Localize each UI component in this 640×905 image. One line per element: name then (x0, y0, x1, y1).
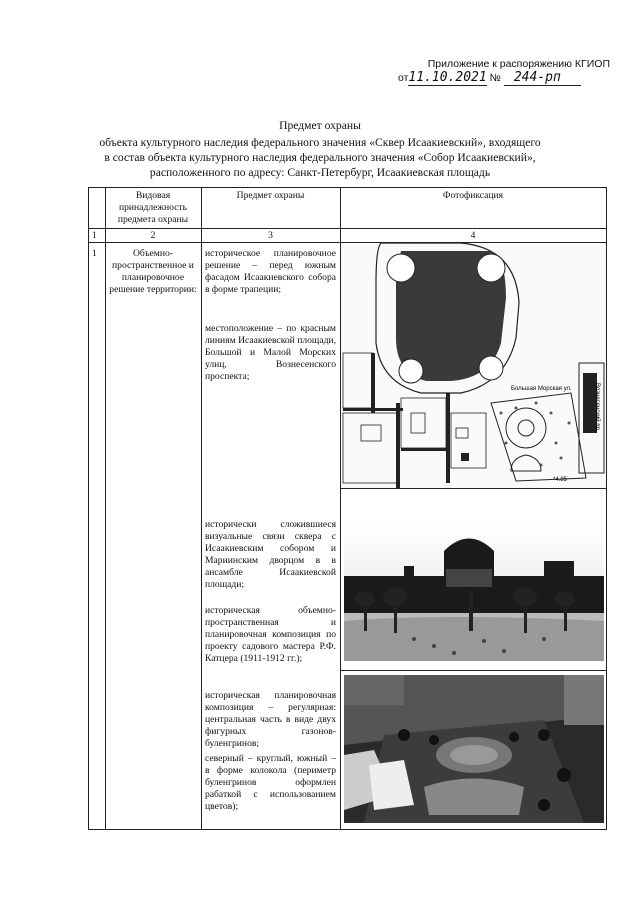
appendix-date: 11.10.2021 (408, 70, 487, 85)
title-line-2: объекта культурного наследия федерального значения «Сквер Исаакиевский», входящего (99, 136, 541, 149)
appendix-line: Приложение к распоряжению КГИОП (427, 58, 610, 70)
protection-table (88, 187, 607, 830)
header-photo: Фотофиксация (442, 190, 504, 201)
title-line-1: Предмет охраны (279, 119, 361, 132)
appendix-number: 244-рп (504, 70, 581, 86)
title-line-3: в состав объекта культурного наследия федерального значения «Собор Исаакиевский», (104, 151, 536, 164)
subject-item: исторически сложившиеся визуальные связи сквера с Исаакиевским собором и Мариинским дворцом в в ансамбле Исаакиевской площади; (205, 519, 336, 590)
cadastral-map-image (341, 243, 606, 488)
colnum-4: 4 (470, 230, 476, 241)
aerial-photo-square (344, 675, 604, 823)
header-subject: Предмет охраны (236, 190, 305, 201)
row-type: Объемно-пространственное и планировочное решение территории: (109, 248, 197, 295)
subject-item: историческое планировочное решение – перед южным фасадом Исаакиевского собора в форме трапеции; (205, 248, 336, 295)
map-street-label: Большая Морская ул. (511, 386, 572, 392)
map-street-label: Вознесенский пр. (594, 383, 600, 432)
appendix-block (390, 57, 610, 85)
header-type: Видовая принадлежность предмета охраны (117, 190, 189, 225)
colnum-1: 1 (92, 230, 97, 241)
title-line-4: расположенного по адресу: Санкт-Петербург, Исаакиевская площадь (149, 166, 491, 179)
subject-item: историческая объемно-пространственная и планировочная композиция по проекту садового мастера Р.Ф. Катцера (1911-1912 гг.); (205, 605, 336, 664)
appendix-prefix: от (398, 72, 409, 84)
subject-item: историческая планировочная композиция – регулярная: центральная часть в виде двух фигурных газонов-буленгринов; (205, 690, 336, 749)
colnum-3: 3 (268, 230, 273, 241)
document-title (0, 118, 640, 180)
subject-item: местоположение – по красным линиям Исаакиевской площади, Большой и Малой Морских улиц, Вознесенского проспекта; (205, 323, 336, 382)
map-elevation-label: *4.85 (553, 477, 568, 483)
appendix-date-line (390, 71, 610, 85)
historic-photo-square (344, 521, 604, 661)
colnum-2: 2 (150, 230, 156, 241)
row-number: 1 (92, 248, 97, 259)
appendix-no-sign: № (489, 72, 501, 84)
subject-item: северный – круглый, южный – в форме колокола (периметр буленгринов оформлен рабаткой с использованием цветов); (205, 753, 336, 812)
